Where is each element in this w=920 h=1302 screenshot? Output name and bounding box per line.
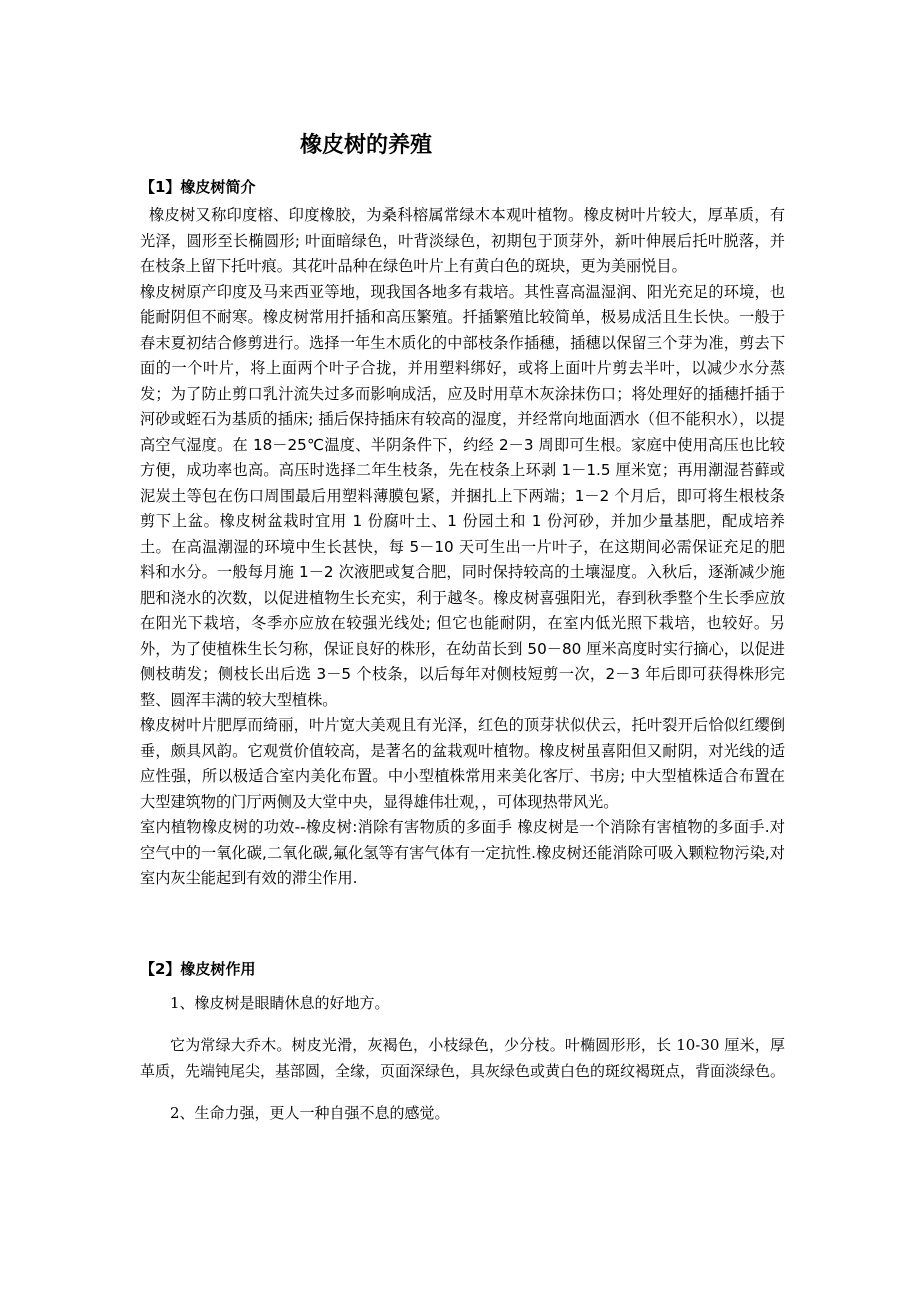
paragraph: 2、生命力强，更人一种自强不息的感觉。 xyxy=(170,1104,450,1122)
section-uses-body xyxy=(140,990,785,1142)
paragraph: 室内植物橡皮树的功效--橡皮树:消除有害物质的多面手 橡皮树是一个消除有害植物的多面手.对空气中的一氧化碳,二氧化碳,氟化氢等有害气体有一定抗性.橡皮树还能消除可吸入颗粒物污染,对室内灰尘能起到有效的滞尘作用. xyxy=(140,818,785,887)
section-heading-uses: 【2】橡皮树作用 xyxy=(140,960,256,978)
paragraph: 1、橡皮树是眼睛休息的好地方。 xyxy=(170,994,390,1012)
paragraph: 橡皮树原产印度及马来西亚等地，现我国各地多有栽培。其性喜高温湿润、阳光充足的环境，也能耐阴但不耐寒。橡皮树常用扦插和高压繁殖。扦插繁殖比较简单，极易成活且生长快。一般于春末夏初结合修剪进行。选择一年生木质化的中部枝条作插穗，插穗以保留三个芽为准，剪去下面的一个叶片，将上面两个叶子合拢，并用塑料绑好，或将上面叶片剪去半叶，以减少水分蒸发；为了防止剪口乳汁流失过多而影响成活，应及时用草木灰涂抹伤口；将处理好的插穗扦插于河砂或蛭石为基质的插床; 插后保持插床有较高的湿度，并经常向地面洒水（但不能积水），以提高空气湿度。在 18－25℃温度、半阴条件下，约经 2－3 周即可生根。家庭中使用高压也比较方便，成功率也高。高压时选择二年生枝条，先在枝条上环剥 1－1.5 厘米宽；再用潮湿苔藓或泥炭土等包在伤口周围最后用塑料薄膜包紧，并捆扎上下两端；1－2 个月后，即可将生根枝条剪下上盆。橡皮树盆栽时宜用 1 份腐叶土、1 份园土和 1 份河砂，并加少量基肥，配成培养土。在高温潮湿的环境中生长甚快，每 5－10 天可生出一片叶子，在这期间必需保证充足的肥料和水分。一般每月施 1－2 次液肥或复合肥，同时保持较高的土壤湿度。入秋后，逐渐减少施肥和浇水的次数，以促进植物生长充实，利于越冬。橡皮树喜强阳光，春到秋季整个生长季应放在阳光下栽培，冬季亦应放在较强光线处; 但它也能耐阴，在室内低光照下栽培，也较好。另外，为了使植株生长匀称，保证良好的株形，在幼苗长到 50－80 厘米高度时实行摘心，以促进侧枝萌发；侧枝长出后选 3－5 个枝条，以后每年对侧枝短剪一次，2－3 年后即可获得株形完整、圆浑丰满的较大型植株。 xyxy=(140,282,785,709)
paragraph: 橡皮树又称印度榕、印度橡胶，为桑科榕属常绿木本观叶植物。橡皮树叶片较大，厚革质，有光泽，圆形至长椭圆形; 叶面暗绿色，叶背淡绿色，初期包于顶芽外，新叶伸展后托叶脱落，并在枝条上留下托叶痕。其花叶品种在绿色叶片上有黄白色的斑块，更为美丽悦目。 xyxy=(140,206,785,275)
section-heading-intro: 【1】橡皮树简介 xyxy=(140,178,256,196)
paragraph: 橡皮树叶片肥厚而绮丽，叶片宽大美观且有光泽，红色的顶芽状似伏云，托叶裂开后恰似红缨倒垂，颇具风韵。它观赏价值较高，是著名的盆栽观叶植物。橡皮树虽喜阳但又耐阴，对光线的适应性强，所以极适合室内美化布置。中小型植株常用来美化客厅、书房; 中大型植株适合布置在大型建筑物的门厅两侧及大堂中央，显得雄伟壮观，，可体现热带风光。 xyxy=(140,716,785,811)
section-intro-body xyxy=(140,203,785,892)
page-title: 橡皮树的养殖 xyxy=(300,133,433,158)
paragraph: 它为常绿大乔木。树皮光滑，灰褐色，小枝绿色，少分枝。叶椭圆形形，长 10-30 厘米，厚革质，先端钝尾尖，基部圆，全缘，页面深绿色，具灰绿色或黄白色的斑纹褐斑点，背面淡绿色。 xyxy=(140,1036,786,1080)
